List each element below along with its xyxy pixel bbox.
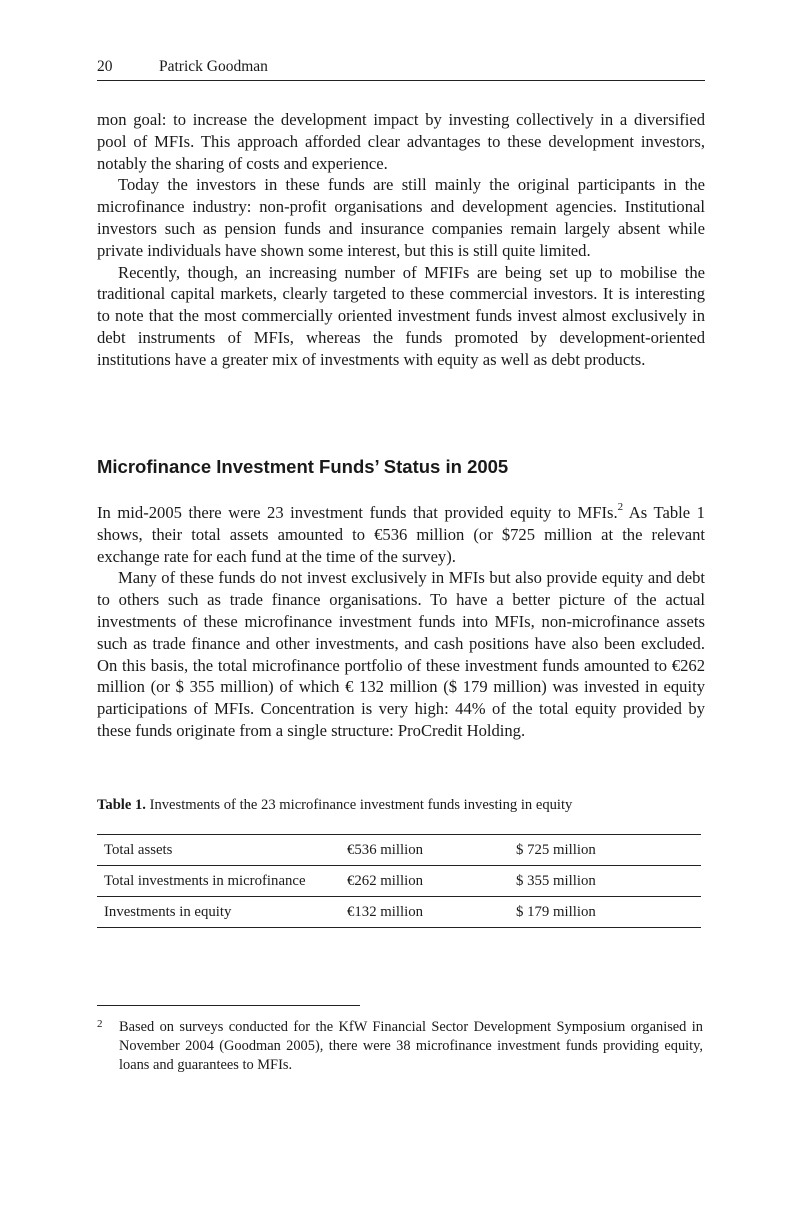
investments-table (97, 834, 701, 928)
table-label: Table 1. (97, 797, 146, 813)
paragraph (97, 502, 705, 567)
table-row (97, 866, 701, 897)
paragraph-text: In mid-2005 there were 23 investment funds that provided equity to MFIs. (97, 503, 618, 522)
paragraph: Recently, though, an increasing number of MFIFs are being set up to mobilise the traditional capital markets, clearly targeted to these commercial investors. It is interesting to note that the most commercially oriented investment funds invest almost exclusively in debt instruments of MFIs, whereas the funds promoted by development-oriented institutions have a greater mix of investments with equity as well as debt products. (97, 262, 705, 369)
section-heading: Microfinance Investment Funds’ Status in 2005 (97, 456, 509, 477)
table-cell-usd: $ 179 million (509, 897, 701, 928)
running-head-author: Patrick Goodman (159, 58, 268, 75)
footnote-number: 2 (97, 1018, 103, 1030)
footnote (97, 1018, 703, 1076)
section-intro-text (97, 109, 705, 371)
table-cell-label: Total investments in microfinance (97, 866, 340, 897)
paragraph: Today the investors in these funds are still mainly the original participants in the microfinance industry: non-profit organisations and development agencies. Institutional investors such as pension funds and insurance companies remain largely absent while private individuals have shown some interest, but this is still quite limited. (97, 175, 705, 260)
table-cell-label: Total assets (97, 835, 340, 866)
footnote-text: Based on surveys conducted for the KfW Financial Sector Development Symposium organised in November 2004 (Goodman 2005), there were 38 microfinance investment funds providing equity, loans and guarantees to MFIs. (119, 1019, 703, 1074)
section-status-text (97, 502, 705, 742)
paragraph: mon goal: to increase the development impact by investing collectively in a diversified pool of MFIs. This approach afforded clear advantages to these development investors, notably the sharing of costs and experience. (97, 110, 705, 173)
page-number: 20 (97, 58, 113, 75)
table-cell-eur: €536 million (340, 835, 509, 866)
table-caption (97, 797, 705, 814)
table-row (97, 835, 701, 866)
footnote-divider (97, 1005, 360, 1006)
table-cell-usd: $ 355 million (509, 866, 701, 897)
table-cell-eur: €132 million (340, 897, 509, 928)
paragraph-text: As Table 1 shows, their total assets amounted to €536 million (or $725 million at the relevant exchange rate for each fund at the time of the survey). (97, 503, 705, 566)
table-cell-label: Investments in equity (97, 897, 340, 928)
table-row (97, 897, 701, 928)
running-header (97, 58, 705, 81)
footnote-reference[interactable]: 2 (617, 501, 624, 514)
table-cell-eur: €262 million (340, 866, 509, 897)
table-caption-text: Investments of the 23 microfinance investment funds investing in equity (145, 797, 573, 813)
paragraph: Many of these funds do not invest exclusively in MFIs but also provide equity and debt to others such as trade finance organisations. To have a better picture of the actual investments of these microfinance investment funds into MFIs, non-microfinance assets such as trade finance and other investments, and cash positions have also been excluded. On this basis, the total microfinance portfolio of these investment funds amounted to €262 million (or $ 355 million) of which € 132 million ($ 179 million) was invested in equity participations of MFIs. Concentration is very high: 44% of the total equity provided by these funds originate from a single structure: ProCredit Holding. (97, 568, 705, 740)
table-cell-usd: $ 725 million (509, 835, 701, 866)
